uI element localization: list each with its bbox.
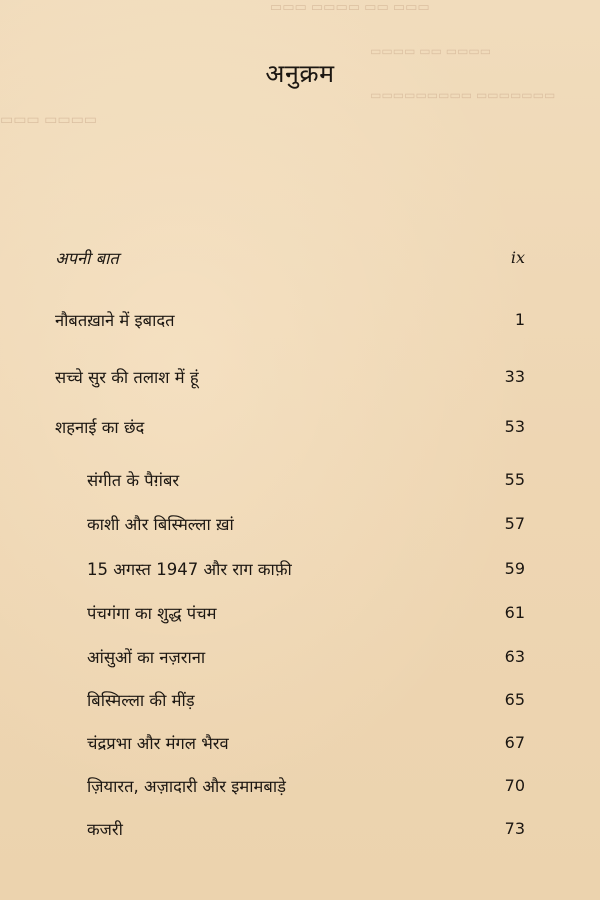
toc-subentry-page: 67	[504, 733, 525, 752]
toc-subentry-title: संगीत के पैग़ंबर	[87, 471, 180, 490]
bleed-through-decoration: ▭▭▭ ▭▭ ▭▭▭▭ ▭▭▭	[270, 0, 430, 15]
toc-subentry-title: चंद्रप्रभा और मंगल भैरव	[87, 734, 229, 753]
bleed-through-decoration: ▭▭▭▭ ▭▭▭	[0, 112, 98, 128]
toc-subentry-title: आंसुओं का नज़राना	[87, 648, 206, 667]
toc-entry-title: नौबतख़ाने में इबादत	[55, 311, 175, 330]
toc-subentry-title: ज़ियारत, अज़ादारी और इमामबाड़े	[87, 777, 286, 796]
bleed-through-decoration: ▭▭▭▭ ▭▭ ▭▭▭▭	[370, 44, 492, 58]
toc-subentry-page: 55	[504, 470, 525, 489]
toc-subentry-page: 73	[504, 819, 525, 838]
toc-entry-page: 1	[514, 310, 525, 329]
toc-entry-title: सच्चे सुर की तलाश में हूं	[55, 368, 199, 387]
bleed-through-decoration: ▭▭▭▭▭▭▭ ▭▭▭▭▭▭▭▭▭	[370, 88, 556, 102]
toc-entry-page: 53	[504, 417, 525, 436]
toc-subentry-title: 15 अगस्त 1947 और राग काफ़ी	[87, 560, 292, 579]
toc-subentry-page: 61	[504, 603, 525, 622]
toc-entry-title: अपनी बात	[55, 249, 119, 268]
page-title: अनुक्रम	[265, 59, 335, 88]
toc-subentry-page: 63	[504, 647, 525, 666]
toc-subentry-page: 57	[504, 514, 525, 533]
toc-subentry-title: बिस्मिल्ला की मींड़	[87, 691, 195, 710]
toc-entry-page: ix	[510, 248, 525, 267]
toc-subentry-title: काशी और बिस्मिल्ला ख़ां	[87, 515, 234, 534]
toc-entry-page: 33	[504, 367, 525, 386]
toc-subentry-page: 70	[504, 776, 525, 795]
toc-subentry-page: 59	[504, 559, 525, 578]
toc-subentry-title: पंचगंगा का शुद्ध पंचम	[87, 604, 217, 623]
toc-entry-title: शहनाई का छंद	[55, 418, 145, 437]
toc-subentry-page: 65	[504, 690, 525, 709]
toc-subentry-title: कजरी	[87, 820, 123, 839]
